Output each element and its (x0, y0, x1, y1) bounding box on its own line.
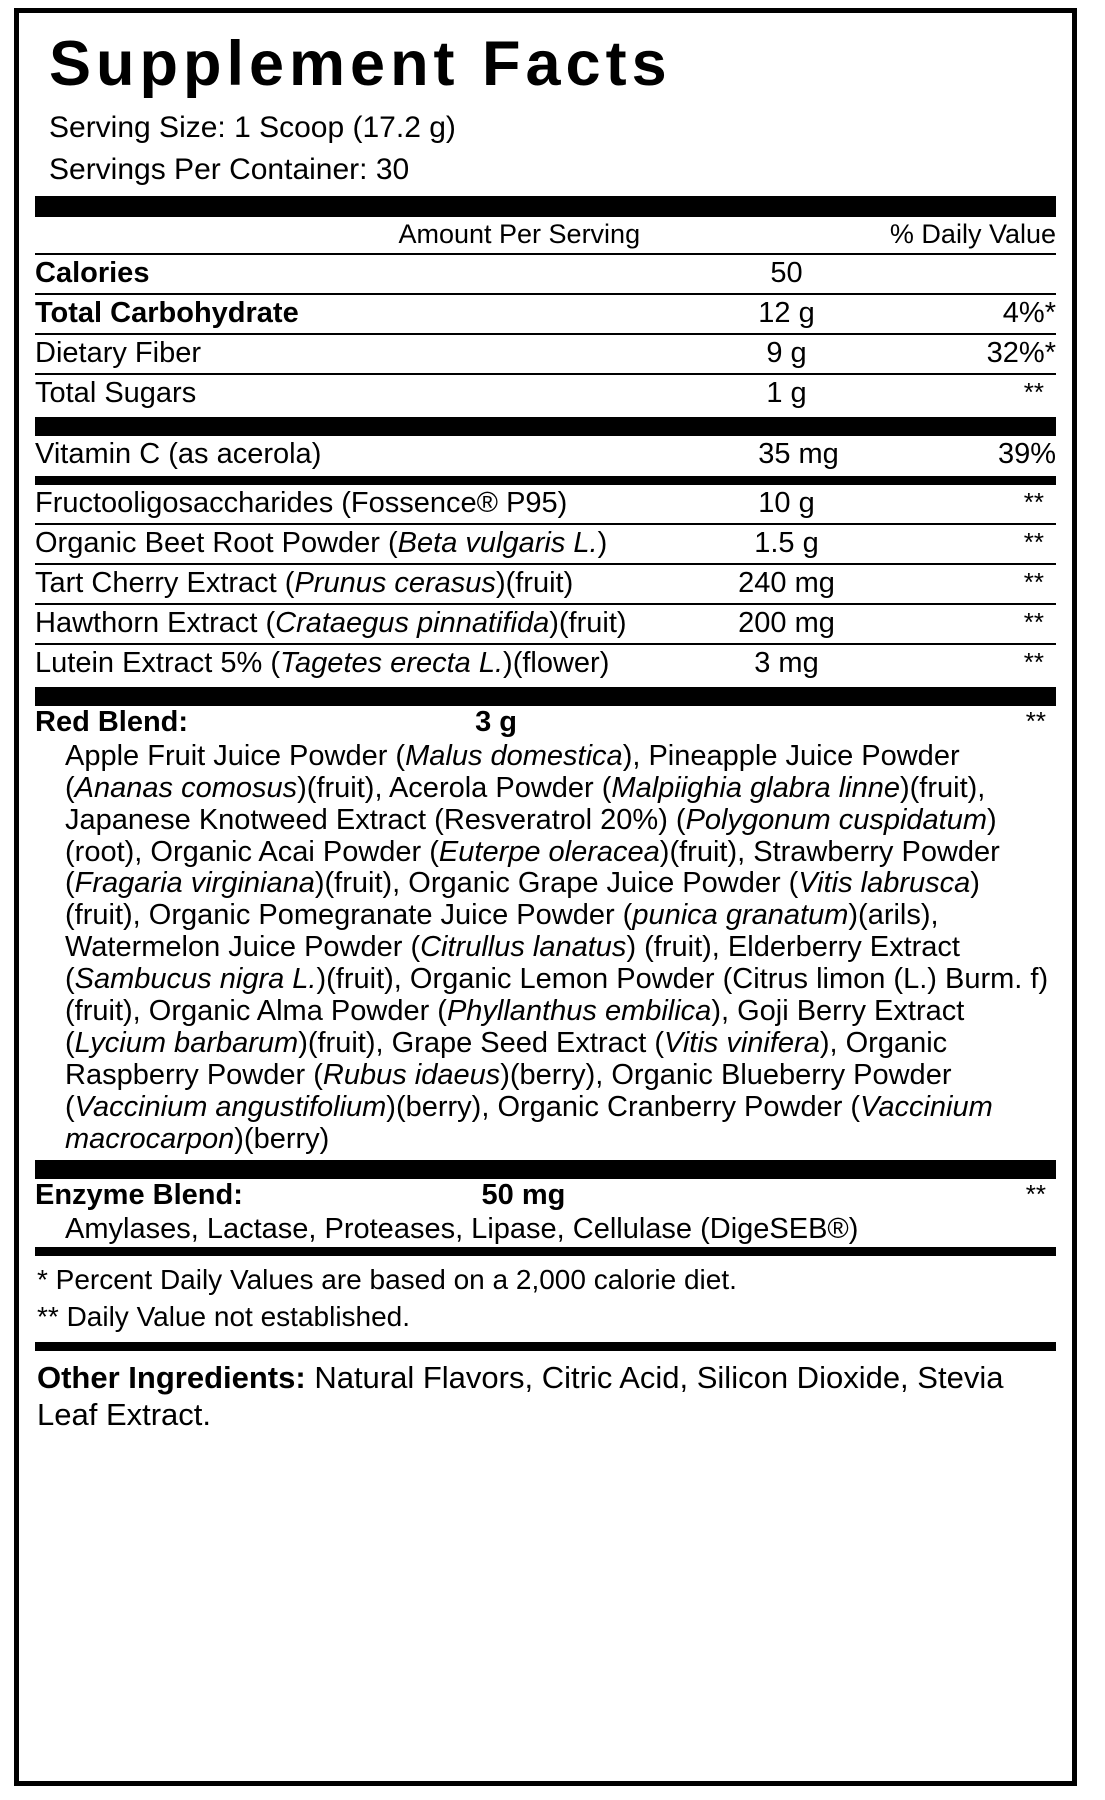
nutrient-name: Dietary Fiber (35, 334, 679, 374)
red-blend-amount: 3 g (475, 705, 517, 738)
nutrient-name: Total Sugars (35, 376, 197, 409)
ingredient-dv: ** (894, 564, 1056, 604)
red-blend-dv: ** (1025, 705, 1046, 736)
table-row (35, 294, 1056, 334)
enzyme-blend-header (35, 1179, 1056, 1212)
vitamin-name: Vitamin C (as acerola) (35, 437, 322, 470)
page-title: Supplement Facts (49, 29, 672, 99)
nutrient-name: Calories (35, 255, 679, 294)
servings-per-container: Servings Per Container: 30 (49, 152, 410, 186)
nutrient-name: Total Carbohydrate (35, 294, 679, 334)
ingredient-name: Lutein Extract 5% (Tagetes erecta L.)(flower) (35, 646, 610, 679)
ingredient-name: Tart Cherry Extract (Prunus cerasus)(fruit) (35, 564, 679, 604)
ingredient-amount: 240 mg (679, 564, 894, 604)
table-row (35, 604, 1056, 644)
supplement-facts-panel (14, 8, 1077, 1786)
ingredient-dv: ** (894, 524, 1056, 564)
table-row (35, 524, 1056, 564)
table-row (35, 564, 1056, 604)
ingredient-dv: ** (894, 485, 1056, 524)
ingredient-name: Hawthorn Extract (Crataegus pinnatifida)(fruit) (35, 604, 679, 644)
divider-medium-ingredients (35, 476, 1056, 485)
serving-size: Serving Size: 1 Scoop (17.2 g) (49, 111, 456, 145)
nutrient-amount: 1 g (766, 376, 807, 409)
table-row (35, 644, 1056, 683)
ingredient-amount: 200 mg (679, 604, 894, 644)
ingredient-table (35, 485, 1056, 683)
vitamin-table (35, 436, 1056, 474)
footnotes (35, 1256, 1056, 1340)
ingredient-name: Organic Beet Root Powder (Beta vulgaris L.) (35, 524, 679, 564)
macronutrient-table (35, 255, 1056, 413)
nutrient-amount: 12 g (679, 294, 894, 334)
divider-thick-enzyme-blend (35, 1160, 1056, 1179)
divider-thick-top (35, 196, 1056, 217)
table-row (35, 255, 1056, 294)
footnote-percent-dv: * Percent Daily Values are based on a 2,000 calorie diet. (37, 1264, 737, 1296)
other-ingredients-label: Other Ingredients: (37, 1360, 306, 1396)
footnote-dv-not-established: ** Daily Value not established. (37, 1301, 411, 1333)
nutrient-amount: 50 (679, 255, 894, 294)
other-ingredients (35, 1351, 1056, 1433)
enzyme-blend-section (35, 1179, 1056, 1246)
red-blend-name: Red Blend: (35, 705, 189, 738)
red-blend-section (35, 706, 1056, 1156)
table-header-row (35, 217, 1056, 254)
nutrient-dv (894, 255, 1056, 294)
nutrient-dv: 4%* (894, 294, 1056, 334)
divider-thick-red-blend (35, 687, 1056, 706)
nutrient-amount: 9 g (679, 334, 894, 374)
header-daily-value: % Daily Value (640, 217, 1056, 254)
enzyme-blend-ingredients: Amylases, Lactase, Proteases, Lipase, Cellulase (DigeSEB®) (65, 1212, 859, 1245)
red-blend-header (35, 706, 1056, 739)
enzyme-blend-dv: ** (1025, 1178, 1046, 1209)
enzyme-blend-amount: 50 mg (481, 1178, 566, 1211)
ingredient-dv: ** (1023, 646, 1044, 677)
vitamin-amount: 35 mg (758, 437, 839, 470)
enzyme-blend-name: Enzyme Blend: (35, 1178, 243, 1211)
nutrition-table (35, 217, 1056, 255)
nutrient-dv: 32%* (894, 334, 1056, 374)
table-row (35, 374, 1056, 413)
ingredient-amount: 10 g (679, 485, 894, 524)
table-row (35, 334, 1056, 374)
nutrient-dv: ** (1023, 376, 1044, 407)
ingredient-name: Fructooligosaccharides (Fossence® P95) (35, 485, 679, 524)
red-blend-ingredients: Apple Fruit Juice Powder (Malus domestica), Pineapple Juice Powder (Ananas comosus)(fruit), Acerola Powder (Malpiighia glabra linne)(fruit), Japanese Knotweed Extract (Resveratrol 20%) (Polygonum cuspidatum) (root), Organic Acai Powder (Euterpe oleracea)(fruit), Strawberry Powder (Fragaria virginiana)(fruit), Organic Grape Juice Powder (Vitis labrusca)(fruit), Organic Pomegranate Juice Powder (punica granatum)(arils), Watermelon Juice Powder (Citrullus lanatus) (fruit), Elderberry Extract (Sambucus nigra L.)(fruit), Organic Lemon Powder (Citrus limon (L.) Burm. f)(fruit), Organic Alma Powder (Phyllanthus embilica), Goji Berry Extract (Lycium barbarum)(fruit), Grape Seed Extract (Vitis vinifera), Organic Raspberry Powder (Rubus idaeus)(berry), Organic Blueberry Powder (Vaccinium angustifolium)(berry), Organic Cranberry Powder (Vaccinium macrocarpon)(berry) (65, 739, 1049, 1155)
ingredient-amount: 1.5 g (679, 524, 894, 564)
header-amount-per-serving: Amount Per Serving (35, 217, 640, 254)
ingredient-amount: 3 mg (754, 646, 819, 679)
vitamin-dv: 39% (997, 437, 1056, 470)
table-row (35, 436, 1056, 474)
ingredient-dv: ** (894, 604, 1056, 644)
divider-thick-vitamins (35, 417, 1056, 436)
other-ingredients-text: Natural Flavors, Citric Acid, Silicon Dioxide, Stevia Leaf Extract. (37, 1360, 1004, 1433)
divider-medium-other-ingredients (35, 1342, 1056, 1351)
table-row (35, 485, 1056, 524)
divider-medium-footnotes (35, 1247, 1056, 1256)
